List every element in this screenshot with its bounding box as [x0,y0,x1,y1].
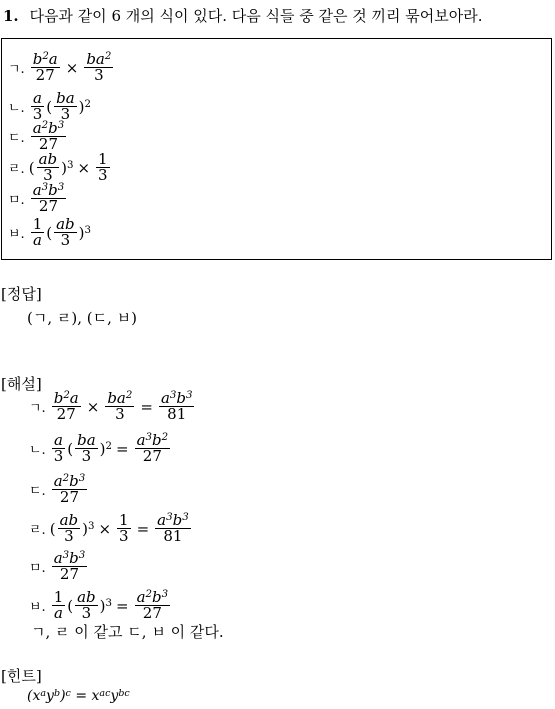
hint-formula: $(x^ay^b)^c = x^{ac}y^{bc}$ [27,687,130,704]
explanation-n: ㄴ. $\frac{a}{3}$ ( $\frac{ba}{3}$ )$^2$ = $\frac{a^3b^2}{27}$ [29,431,169,466]
explanation-heading: [해설] [1,375,42,393]
item-label: ㄱ. [29,401,46,417]
explanation-conclusion: ㄱ, ㄹ 이 같고 ㄷ, ㅂ 이 같다. [31,623,224,641]
fraction: $\frac{1}{3}$ [98,150,108,185]
item-label: ㄹ. [29,523,46,539]
answer-heading: [정답] [1,285,42,303]
explanation-d: ㄷ. $\frac{a^2b^3}{27}$ [29,472,86,507]
explanation-b: ㅂ. $\frac{1}{a}$ ( $\frac{ab}{3}$ )$^3$ = $\frac{a^2b^3}{27}$ [29,588,169,623]
fraction: $\frac{ba^2}{3}$ [86,50,112,85]
fraction: $\frac{ab}{3}$ [56,215,75,250]
item-label: ㅂ. [8,227,25,243]
fraction: $\frac{a^3b^3}{27}$ [32,181,65,216]
item-label: ㄷ. [29,484,46,500]
answer-text: (ㄱ, ㄹ), (ㄷ, ㅂ) [27,309,137,327]
item-b: ㅂ. $\frac{1}{a}$ ( $\frac{ab}{3}$ )$^3$ [8,215,91,250]
item-m [8,183,68,215]
question-text: 다음과 같이 6 개의 식이 있다. 다음 식들 중 같은 것 끼리 묶어보아라. [29,7,483,25]
fraction: $\frac{1}{a}$ [32,215,43,250]
item-d [8,121,68,153]
hint-heading: [힌트] [1,667,42,685]
item-label: ㄴ. [8,101,25,117]
item-n: ㄴ. $\frac{a}{3}$ ( $\frac{ba}{3}$ )$^2$ [8,89,91,124]
item-r: ㄹ. ( $\frac{ab}{3}$ )$^3$ × $\frac{1}{3}$ [8,150,108,185]
item-label: ㄷ. [8,131,25,147]
question-header [3,5,483,26]
explanation-m: ㅁ. $\frac{a^3b^3}{27}$ [29,549,86,584]
item-label: ㅁ. [29,561,46,577]
item-g: ㄱ. $\frac{b^2a}{27}$ × $\frac{ba^2}{3}$ [8,50,112,85]
fraction: $\frac{ba}{3}$ [56,89,75,124]
fraction: $\frac{a}{3}$ [32,89,43,124]
item-label: ㄱ. [8,62,25,78]
fraction: $\frac{a^2b^3}{27}$ [32,119,65,154]
question-number: 1. [3,7,19,25]
item-label: ㅁ. [8,193,25,209]
item-label: ㅂ. [29,600,46,616]
fraction: $\frac{ab}{3}$ [38,150,58,185]
item-label: ㄹ. [8,162,25,178]
expression-box [1,38,552,260]
item-label: ㄴ. [29,443,46,459]
fraction: $\frac{b^2a}{27}$ [32,50,58,85]
explanation-g: ㄱ. $\frac{b^2a}{27}$ × $\frac{ba^2}{3}$ = $\frac{a^3b^3}{81}$ [29,389,193,424]
explanation-r: ㄹ. ( $\frac{ab}{3}$ )$^3$ × $\frac{1}{3}$ = $\frac{a^3b^3}{81}$ [29,511,189,546]
